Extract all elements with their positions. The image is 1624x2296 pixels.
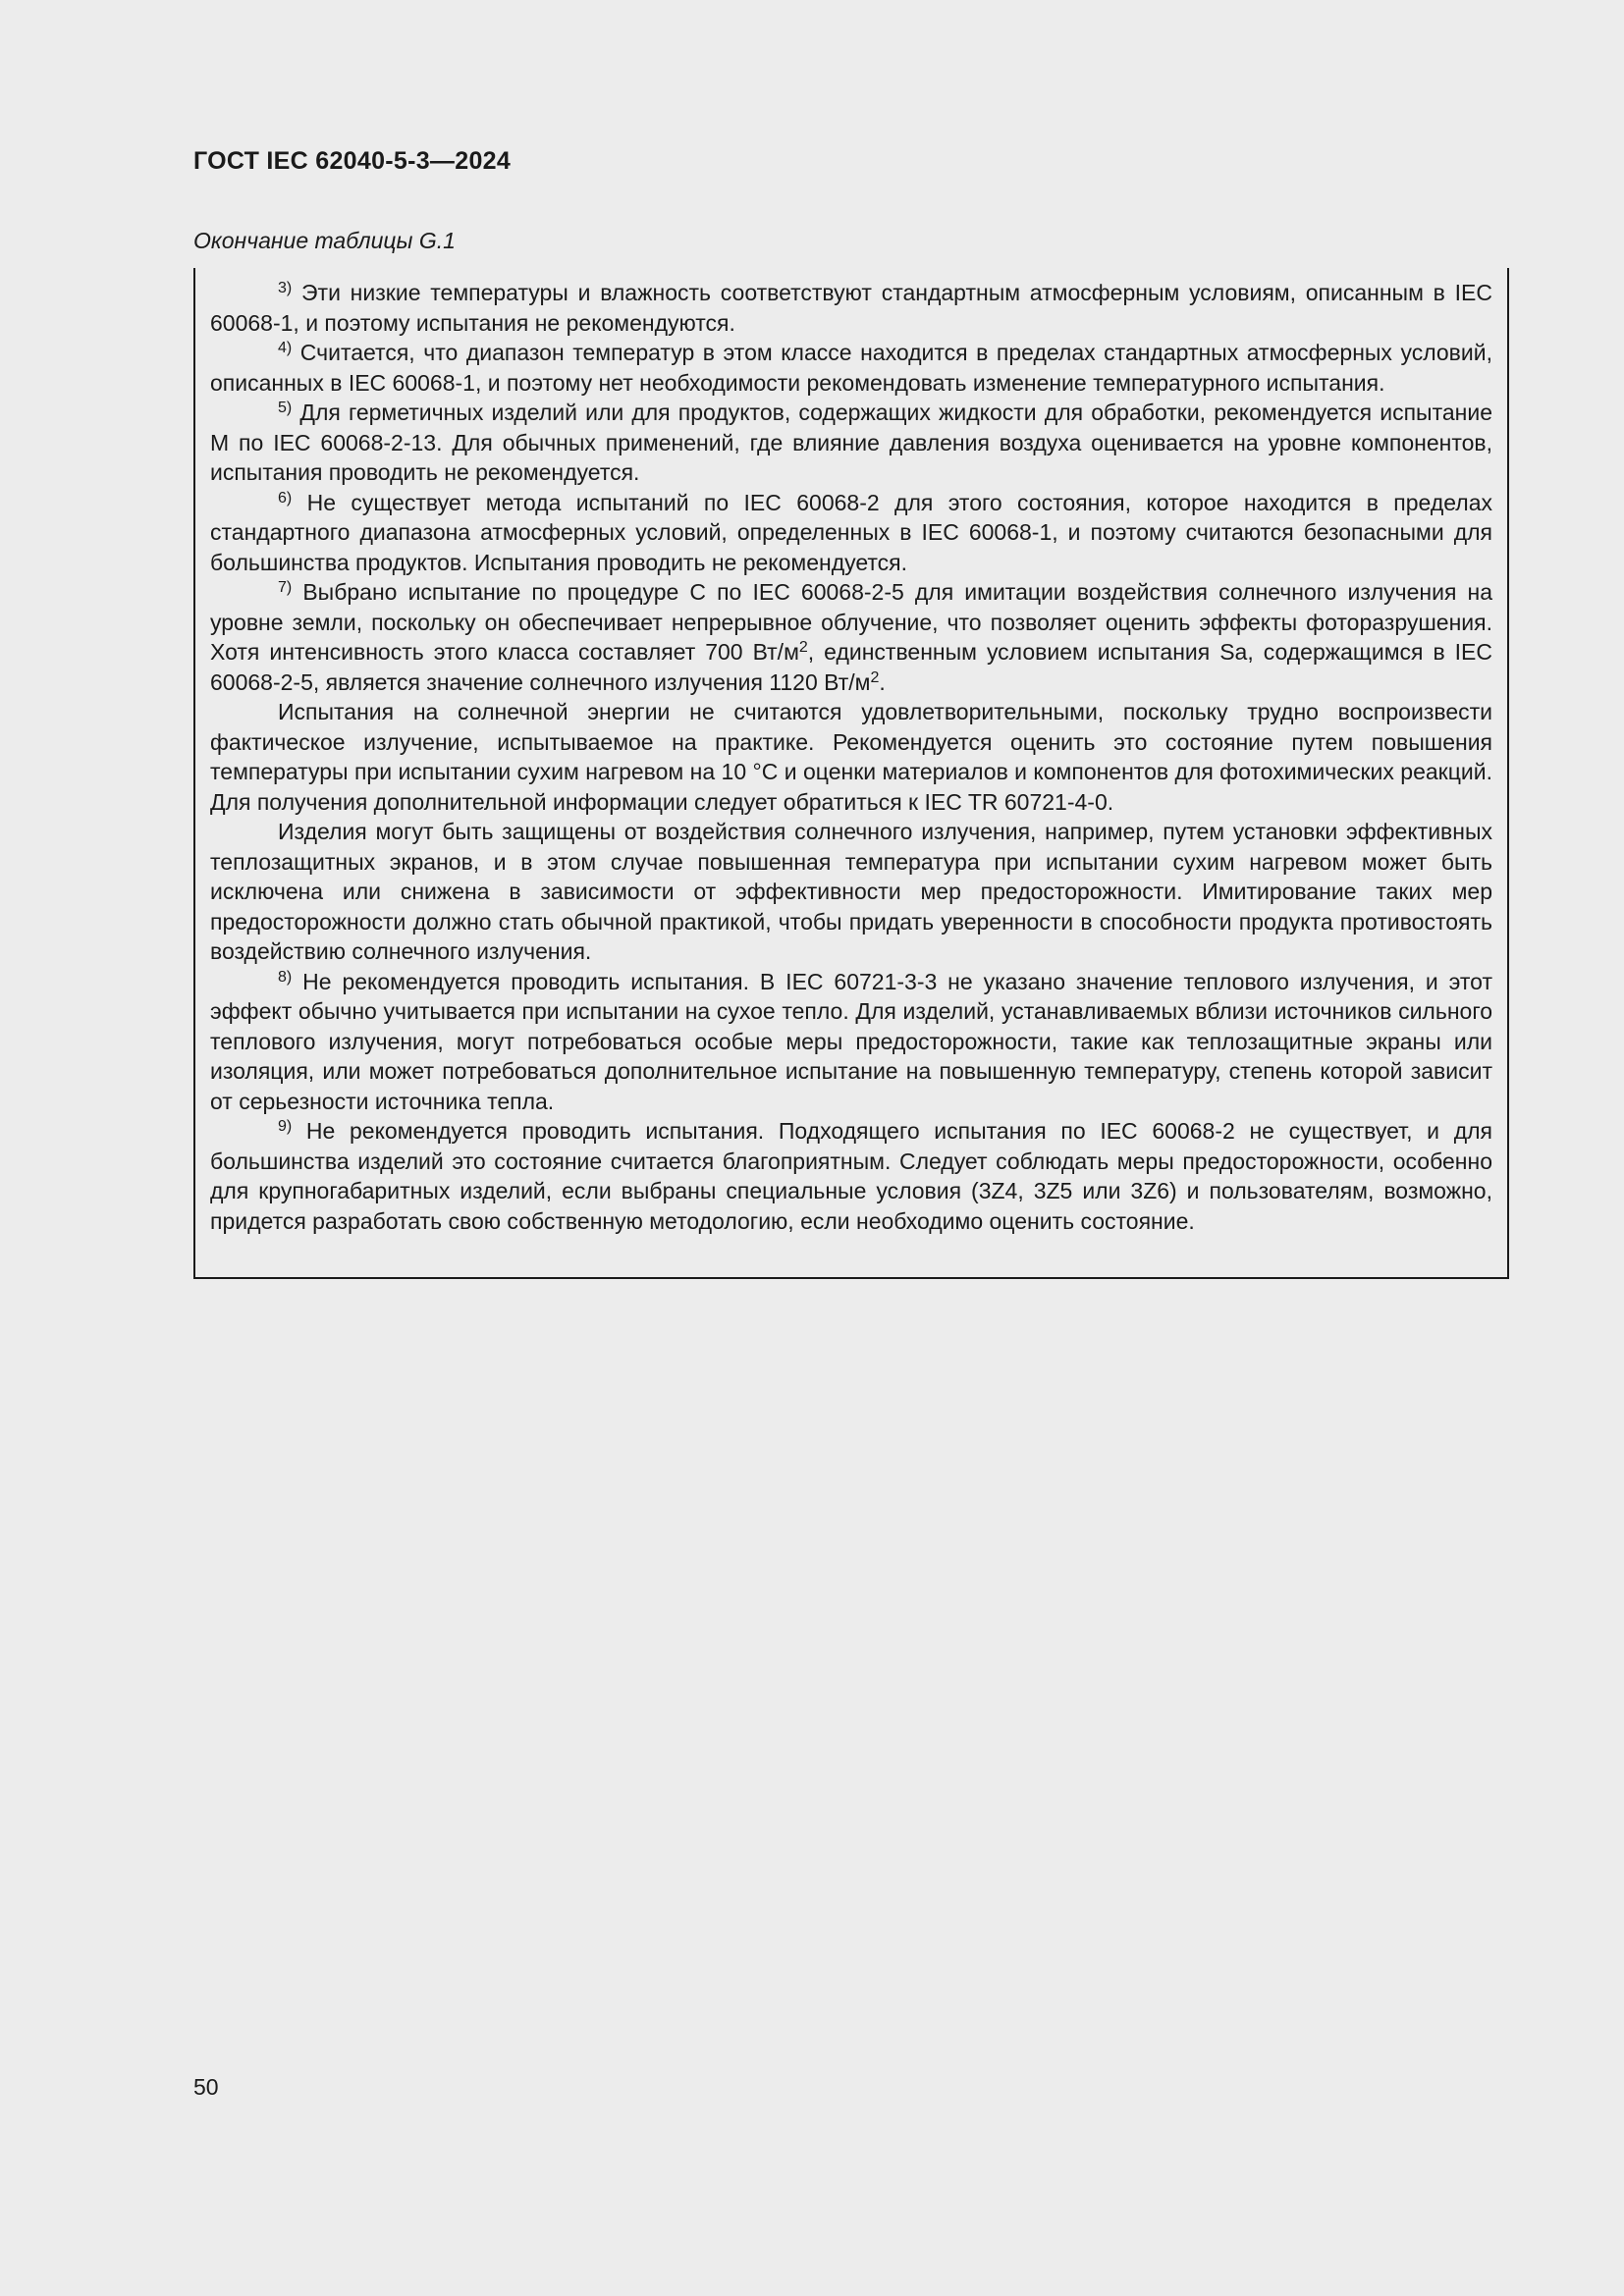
footnote-mark: 6) [278, 489, 293, 507]
footnote-7-paragraph-3: Изделия могут быть защищены от воздействия солнечного излучения, например, путем установки эффективных теплозащитных экранов, и в этом случае повышенная температура при испытании сухим нагревом может быть исключена или снижена в зависимости от эффективности мер предосторожности. Имитирование таких мер предосторожности должно стать обычной практикой, чтобы придать уверенности в способности продукта противостоять воздействию солнечного излучения. [210, 819, 1492, 964]
footnote-mark: 9) [278, 1118, 293, 1135]
superscript: 2 [870, 668, 880, 686]
footnote-text: Для герметичных изделий или для продуктов, содержащих жидкости для обработки, рекомендуется испытание M по IEC 60068-2-13. Для обычных применений, где влияние давления воздуха оценивается на уровне компонентов, испытания проводить не рекомендуется. [210, 400, 1492, 485]
footnote-6 [210, 488, 1492, 578]
table-notes-box [193, 268, 1509, 1279]
footnote-7 [210, 577, 1492, 697]
footnote-text: Не рекомендуется проводить испытания. В IEC 60721-3-3 не указано значение теплового излучения, и этот эффект обычно учитывается при испытании на сухое тепло. Для изделий, устанавливаемых вблизи источников сильного теплового излучения, могут потребоваться особые меры предосторожности, такие как теплозащитные экраны или изоляция, или может потребоваться дополнительное испытание на повышенную температуру, степень которой зависит от серьезности источника тепла. [210, 968, 1492, 1114]
footnote-text: Не рекомендуется проводить испытания. Подходящего испытания по IEC 60068-2 не существует, и для большинства изделий это состояние считается благоприятным. Следует соблюдать меры предосторожности, особенно для крупногабаритных изделий, если выбраны специальные условия (3Z4, 3Z5 или 3Z6) и пользователям, возможно, придется разработать свою собственную методологию, если необходимо оценить состояние. [210, 1118, 1492, 1234]
footnote-text: . [879, 668, 886, 695]
superscript: 2 [798, 639, 808, 656]
footnote-7-paragraph-2: Испытания на солнечной энергии не считаются удовлетворительными, поскольку трудно воспроизвести фактическое излучение, испытываемое на практике. Рекомендуется оценить это состояние путем повышения температуры при испытании сухим нагревом на 10 °С и оценки материалов и компонентов для фотохимических реакций. Для получения дополнительной информации следует обратиться к IEC TR 60721-4-0. [210, 699, 1492, 815]
footnote-mark: 3) [278, 280, 293, 296]
footnote-text: Выбрано испытание по процедуре С по IEC 60068-2-5 для имитации воздействия солнечного излучения на уровне земли, поскольку он обеспечивает непрерывное облучение, что позволяет оценить эффекты фоторазрушения. Хотя интенсивность этого класса составляет 700 Вт/м [210, 579, 1492, 665]
footnote-text: , единственным условием испытания Sa, содержащимся в IEC 60068-2-5, является значение солнечного излучения 1120 Вт/м [210, 639, 1492, 695]
footnote-4 [210, 338, 1492, 398]
footnote-3 [210, 278, 1492, 338]
footnote-5 [210, 398, 1492, 488]
footnote-mark: 8) [278, 968, 293, 986]
page-number: 50 [193, 2074, 219, 2100]
footnote-mark: 7) [278, 579, 293, 596]
footnote-mark: 4) [278, 340, 293, 356]
footnote-9 [210, 1116, 1492, 1236]
footnote-mark: 5) [278, 400, 293, 416]
table-caption: Окончание таблицы G.1 [193, 228, 456, 253]
footnote-text: Считается, что диапазон температур в этом классе находится в пределах стандартных атмосферных условий, описанных в IEC 60068-1, и поэтому нет необходимости рекомендовать изменение температурного испытания. [210, 340, 1492, 396]
footnote-8 [210, 967, 1492, 1117]
footnote-text: Эти низкие температуры и влажность соответствуют стандартным атмосферным условиям, описанным в IEC 60068-1, и поэтому испытания не рекомендуются. [210, 280, 1492, 336]
document-header: ГОСТ IEC 62040-5-3—2024 [193, 147, 512, 175]
footnote-text: Не существует метода испытаний по IEC 60068-2 для этого состояния, которое находится в пределах стандартного диапазона атмосферных условий, определенных в IEC 60068-1, и поэтому считаются безопасными для большинства продуктов. Испытания проводить не рекомендуется. [210, 489, 1492, 575]
